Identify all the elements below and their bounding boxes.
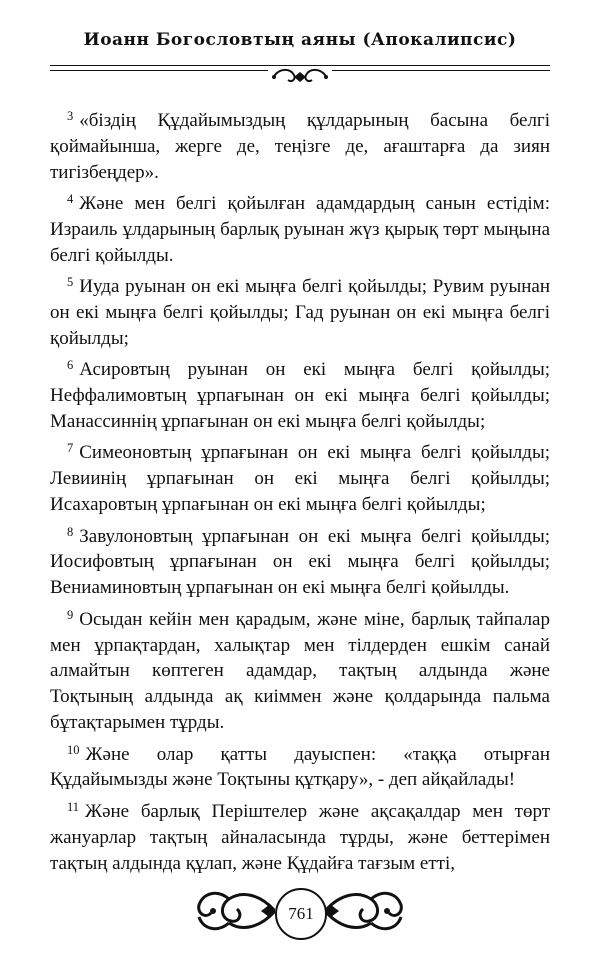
verse-number: 9 [67,607,74,622]
verse-number: 5 [67,275,74,290]
verse-number: 11 [67,799,80,814]
verse-number: 10 [67,742,80,757]
verse-10 [50,738,550,794]
verse-body: «біздің Құдайымыздың құлдарының басына белгі қоймайынша, жерге де, теңізге де, ағаштарға да зиян тигізбеңдер». [50,110,550,183]
verse-9 [50,603,550,737]
verse-number: 4 [67,192,74,207]
verse-3 [50,104,550,186]
verse-body: Завулоновтың ұрпағынан он екі мыңға белгі қойылды; Иосифовтың ұрпағынан он екі мыңға белгі қойылды; Вениаминовтың ұрпағынан он екі мыңға белгі қойылды. [50,525,550,599]
verse-number: 6 [67,358,74,373]
footer-flourish-left-icon [195,881,275,941]
verse-number: 7 [67,441,74,456]
footer-flourish-right-icon [325,881,405,941]
verse-11 [50,795,550,877]
verse-body: Және мен белгі қойылған адамдардың санын естідім: Израиль ұлдарының барлық руынан жүз қырық төрт мыңына белгі қойылды. [50,193,550,266]
verse-7 [50,436,550,518]
verse-5 [50,270,550,352]
verse-body: Симеоновтың ұрпағынан он екі мыңға белгі қойылды; Левиинің ұрпағынан он екі мыңға белгі қойылды; Исахаровтың ұрпағынан он екі мыңға белгі қойылды; [50,442,550,516]
verse-body: Осыдан кейін мен қарадым, және міне, барлық тайпалар мен ұрпақтардан, халықтар мен тілдерден ешкім санай алмайтын көптеген адамдар, тақтың алдында және Тоқтының алдында ақ киіммен және қолдарында пальма бұтақтарымен тұрды. [50,608,550,734]
verse-text-block [50,104,550,878]
verse-number: 8 [67,524,74,539]
header-flourish-icon [268,66,332,88]
verse-4 [50,187,550,269]
verse-body: Асировтың руынан он екі мыңға белгі қойылды; Неффалимовтың ұрпағынан он екі мыңға белгі қойылды; Манассиннің ұрпағынан он екі мыңға белгі қойылды; [50,359,550,433]
verse-6 [50,353,550,435]
verse-number: 3 [67,109,74,123]
page-number: 761 [275,888,327,940]
running-header: Иоанн Богословтың аяны (Апокалипсис) [83,30,517,50]
verse-body: Және барлық Періштелер және ақсақалдар мен төрт жануарлар тақтың айналасында тұрды, және беттерімен тақтың алдында құлап, және Құдайға тағзым етті, [50,800,550,874]
verse-body: Иуда руынан он екі мыңға белгі қойылды; Рувим руынан он екі мыңға белгі қойылды; Гад руынан он екі мыңға белгі қойылды; [50,276,550,350]
verse-8 [50,520,550,602]
page-footer [0,876,600,946]
verse-body: Және олар қатты дауыспен: «таққа отырған Құдайымызды және Тоқтыны құтқару», - деп айқайлады! [50,743,550,791]
